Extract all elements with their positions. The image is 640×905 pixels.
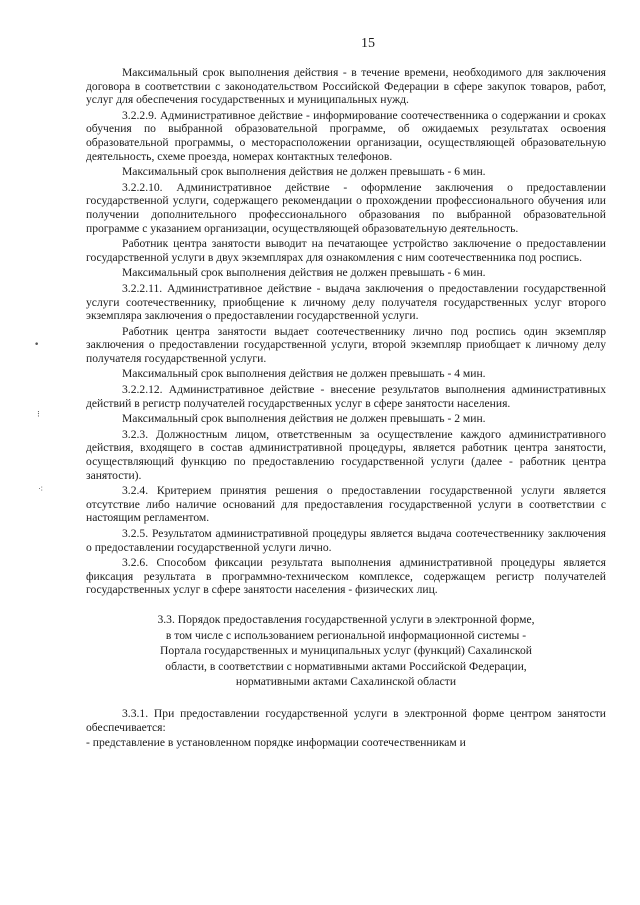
paragraph: Максимальный срок выполнения действия не должен превышать - 6 мин. bbox=[122, 165, 486, 179]
heading-line: нормативными актами Сахалинской области bbox=[235, 675, 457, 689]
section-heading bbox=[86, 612, 606, 690]
page-number: 15 bbox=[361, 36, 375, 51]
paragraph: Максимальный срок выполнения действия не должен превышать - 2 мин. bbox=[122, 412, 486, 426]
paragraph: 3.3.1. При предоставлении государственной услуги в электронной форме центром занятости обеспечивается: bbox=[86, 706, 606, 734]
paragraph: 3.2.2.9. Административное действие - информирование соотечественника о содержании и сроках обучения по выбранной образовательной программе, об ожидаемых результатах освоения образовательной программы, о месторасположении организации, осуществляющей образовательную деятельность, схеме проезда, номерах контактных телефонов. bbox=[86, 108, 606, 163]
paragraph: 3.2.3. Должностным лицом, ответственным за осуществление каждого административного действия, входящего в состав административной процедуры, является работник центра занятости, осуществляющий функцию по предоставлению государственной услуги (далее - работник центра занятости). bbox=[86, 427, 606, 482]
heading-line: 3.3. Порядок предоставления государственной услуги в электронной форме, bbox=[157, 612, 535, 626]
paragraph: 3.2.5. Результатом административной процедуры является выдача соотечественнику заключения о предоставлении государственной услуги лично. bbox=[86, 527, 606, 554]
paragraph: Работник центра занятости выводит на печатающее устройство заключение о предоставлении государственной услуги в двух экземплярах для ознакомления с ним соотечественника под роспись. bbox=[86, 237, 606, 264]
heading-line: области, в соответствии с нормативными актами Российской Федерации, bbox=[165, 659, 527, 673]
paragraph: 3.2.6. Способом фиксации результата выполнения административной процедуры является фиксация результата в программно-техническом комплексе, содержащем регистр получателей государственных услуг в сфере занятости населения - физических лиц. bbox=[86, 556, 606, 597]
paragraph: 3.2.2.11. Административное действие - выдача заключения о предоставлении государственной услуги соотечественнику, приобщение к личному делу получателя государственных услуг второго экземпляра заключения о предоставлении государственной услуги. bbox=[86, 281, 606, 323]
paragraph: 3.2.4. Критерием принятия решения о предоставлении государственной услуги является отсутствие либо наличие оснований для предоставления государственной услуги в соответствии с настоящим регламентом. bbox=[86, 484, 606, 525]
paragraph: 3.2.2.12. Административное действие - внесение результатов выполнения административных действий в регистр получателей государственных услуг в сфере занятости населения. bbox=[86, 383, 606, 410]
scan-mark: • bbox=[34, 340, 40, 350]
paragraph: Максимальный срок выполнения действия не должен превышать - 4 мин. bbox=[122, 367, 486, 381]
paragraphs bbox=[86, 66, 606, 597]
heading-line: Портала государственных и муниципальных услуг (функций) Сахалинской bbox=[160, 644, 532, 658]
paragraph: Работник центра занятости выдает соотечественнику лично под роспись один экземпляр заключения о предоставлении государственной услуги, второй экземпляр приобщает к личному делу получателя государственной услуги. bbox=[86, 324, 606, 365]
scan-mark: ⁝ bbox=[37, 410, 40, 420]
paragraph: Максимальный срок выполнения действия - в течение времени, необходимого для заключения договора в соответствии с законодательством Российской Федерации в сфере закупок товаров, работ, услуг для обеспечения государственных и муниципальных нужд. bbox=[86, 66, 606, 107]
heading-line: в том числе с использованием региональной информационной системы - bbox=[165, 628, 527, 642]
paragraph: Максимальный срок выполнения действия не должен превышать - 6 мин. bbox=[122, 266, 486, 280]
scan-mark: ⁖ bbox=[38, 485, 44, 495]
bullet-item: - представление в установленном порядке информации соотечественникам и bbox=[86, 736, 466, 750]
paragraph: 3.2.2.10. Административное действие - оформление заключения о предоставлении государственной услуги, содержащего рекомендации о прохождении профессионального обучения или получении дополнительного профессионального образования по выбранной образовательной программе с указанием организации, осуществляющей образовательную деятельность. bbox=[86, 180, 606, 235]
